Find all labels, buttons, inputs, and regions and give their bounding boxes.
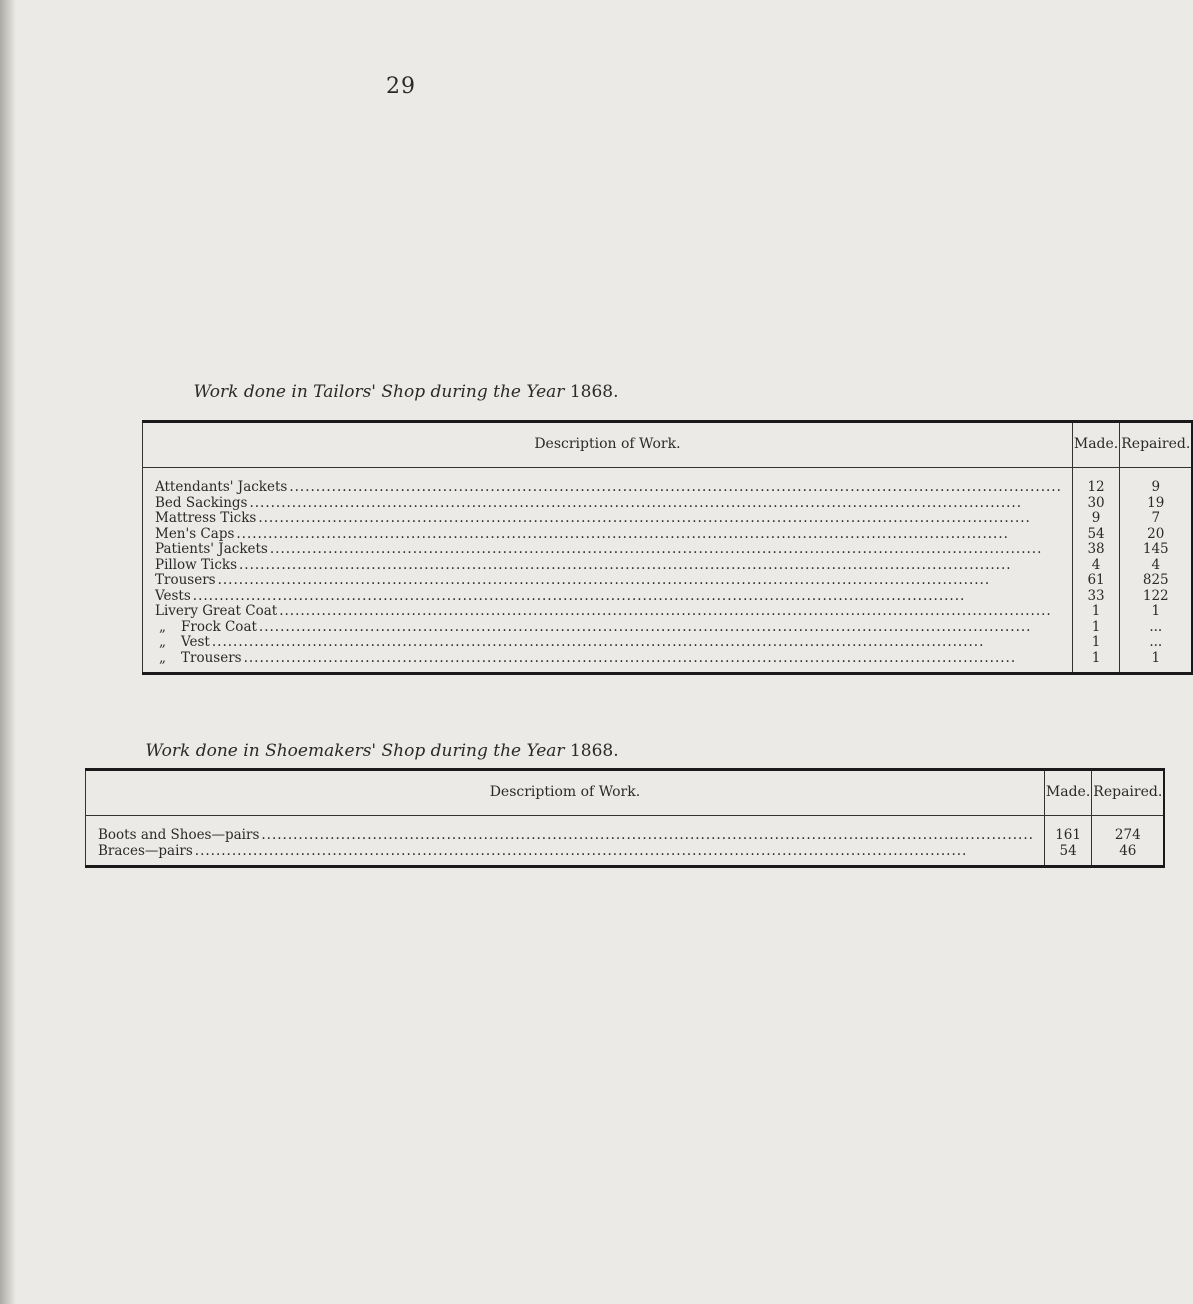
row-label: Bed Sackings — [155, 494, 248, 511]
dot-leader — [193, 589, 1062, 605]
repaired-value: 145 — [1120, 542, 1193, 558]
made-value: 1 — [1072, 635, 1119, 651]
made-value: 54 — [1072, 527, 1119, 543]
made-value: 33 — [1072, 589, 1119, 605]
tailors-header-description: Description of Work. — [143, 422, 1073, 468]
tailors-header-made: Made. — [1072, 422, 1119, 468]
row-label: Livery Great Coat — [155, 603, 278, 619]
table-row — [86, 828, 1165, 844]
row-label: Pillow Ticks — [155, 556, 238, 573]
page-binding-shadow — [0, 0, 16, 1304]
dot-leader — [261, 828, 1034, 844]
repaired-value: 19 — [1120, 496, 1193, 512]
row-label: Trousers — [181, 649, 242, 666]
dot-leader — [289, 480, 1062, 496]
ditto-mark: „ — [159, 634, 166, 650]
repaired-value: 122 — [1120, 589, 1193, 605]
table-row — [143, 573, 1193, 589]
table-row — [143, 620, 1193, 636]
shoemakers-caption-year: 1868. — [569, 741, 619, 761]
table-row — [143, 604, 1193, 620]
table-row — [143, 635, 1193, 651]
ditto-mark: „ — [159, 618, 166, 635]
table-row — [143, 542, 1193, 558]
page-number: 29 — [386, 74, 416, 99]
made-value: 4 — [1072, 558, 1119, 574]
made-value: 61 — [1072, 573, 1119, 589]
dot-leader — [249, 496, 1061, 512]
shoemakers-work-table — [85, 768, 1165, 868]
dot-leader — [279, 604, 1062, 620]
repaired-value: ... — [1120, 620, 1193, 636]
row-label: Attendants' Jackets — [155, 479, 288, 495]
table-row — [143, 558, 1193, 574]
table-row — [143, 527, 1193, 543]
row-label: Vest — [181, 634, 210, 650]
dot-leader — [244, 651, 1062, 667]
dot-leader — [195, 844, 1034, 860]
dot-leader — [270, 542, 1062, 558]
row-label: Braces—pairs — [98, 842, 193, 859]
row-label: Men's Caps — [155, 525, 235, 542]
made-value: 1 — [1072, 651, 1119, 667]
row-label: Vests — [155, 587, 191, 604]
dot-leader — [236, 527, 1061, 543]
dot-leader — [218, 573, 1062, 589]
table-row — [86, 844, 1165, 860]
repaired-value: 20 — [1120, 527, 1193, 543]
repaired-value: 1 — [1120, 604, 1193, 620]
tailors-work-table — [142, 420, 1193, 675]
dot-leader — [259, 620, 1062, 636]
tailors-table-caption — [6, 382, 806, 402]
repaired-value: 4 — [1120, 558, 1193, 574]
dot-leader — [258, 511, 1062, 527]
shoemakers-header-row — [86, 770, 1165, 816]
made-value: 9 — [1072, 511, 1119, 527]
made-value: 12 — [1072, 480, 1119, 496]
table-row — [143, 511, 1193, 527]
row-label: Patients' Jackets — [155, 541, 268, 557]
table-row — [143, 480, 1193, 496]
shoemakers-table-caption — [0, 741, 782, 761]
made-value: 30 — [1072, 496, 1119, 512]
row-label: Trousers — [155, 572, 216, 588]
table-row — [143, 651, 1193, 667]
shoemakers-caption-text: Work done in Shoemakers' Shop during the Year — [145, 741, 565, 761]
repaired-value: 1 — [1120, 651, 1193, 667]
made-value: 38 — [1072, 542, 1119, 558]
row-label: Boots and Shoes—pairs — [98, 827, 260, 843]
repaired-value: 9 — [1120, 480, 1193, 496]
repaired-value: 46 — [1092, 844, 1165, 860]
table-row — [143, 589, 1193, 605]
row-label: Frock Coat — [181, 618, 257, 635]
tailors-header-repaired: Repaired. — [1120, 422, 1193, 468]
made-value: 1 — [1072, 620, 1119, 636]
tailors-caption-text: Work done in Tailors' Shop during the Year — [193, 382, 565, 402]
shoemakers-header-repaired: Repaired. — [1092, 770, 1165, 816]
shoemakers-header-description: Descriptiom of Work. — [86, 770, 1045, 816]
shoemakers-header-made: Made. — [1044, 770, 1091, 816]
repaired-value: ... — [1120, 635, 1193, 651]
ditto-mark: „ — [159, 649, 166, 666]
tailors-header-row — [143, 422, 1193, 468]
repaired-value: 825 — [1120, 573, 1193, 589]
tailors-caption-year: 1868. — [569, 382, 619, 402]
made-value: 161 — [1044, 828, 1091, 844]
dot-leader — [212, 635, 1062, 651]
row-label: Mattress Ticks — [155, 510, 257, 526]
table-row — [143, 496, 1193, 512]
repaired-value: 274 — [1092, 828, 1165, 844]
made-value: 1 — [1072, 604, 1119, 620]
repaired-value: 7 — [1120, 511, 1193, 527]
made-value: 54 — [1044, 844, 1091, 860]
dot-leader — [239, 558, 1062, 574]
